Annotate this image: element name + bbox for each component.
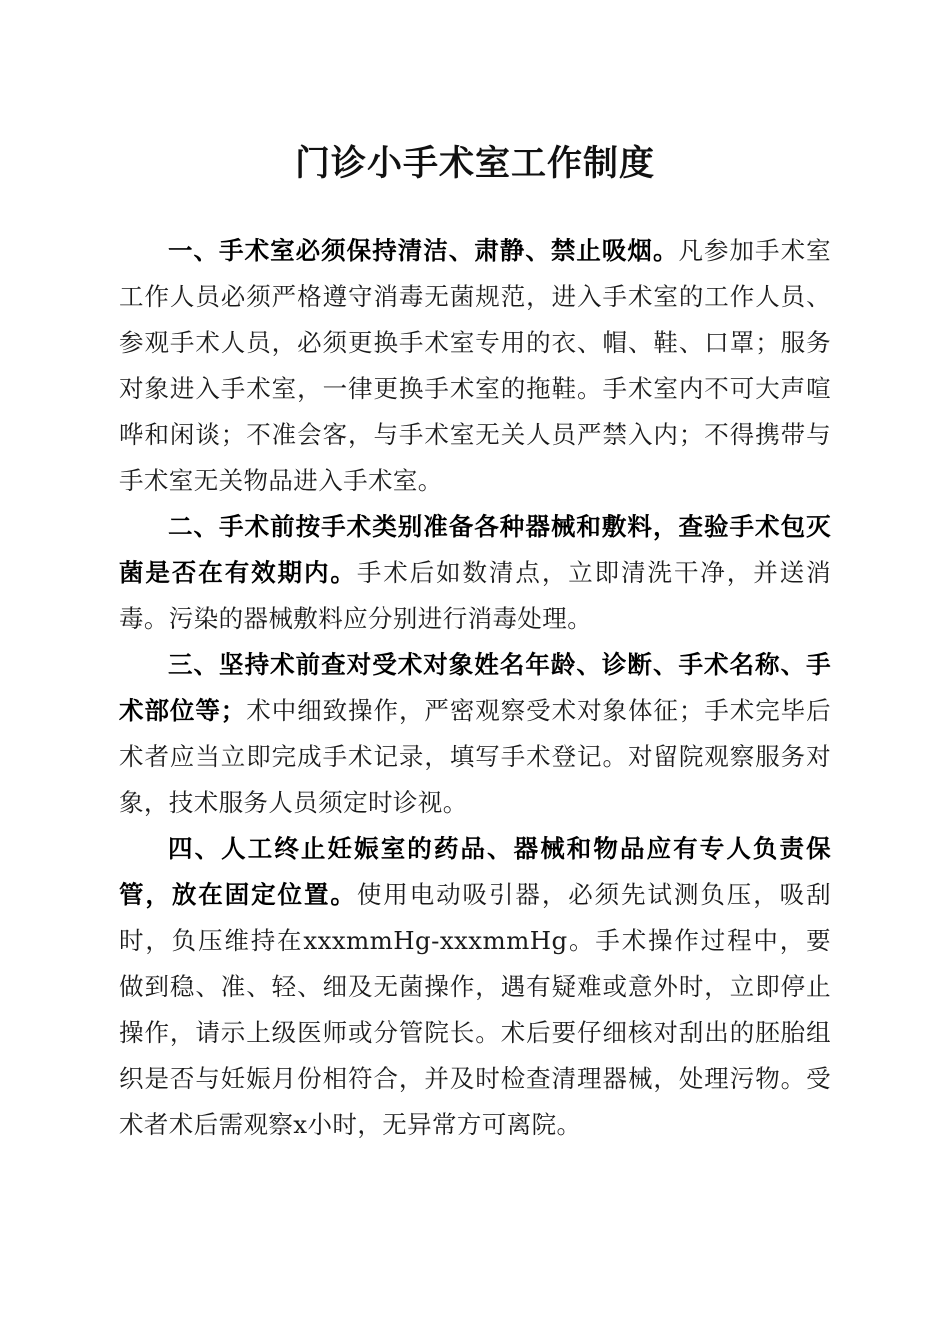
paragraph-4 xyxy=(119,826,831,1148)
paragraph-2-text: 手术后如数清点，立即清洗干净，并送消毒。污染的器械敷料应分别进行消毒处理。 xyxy=(119,558,831,633)
paragraph-2 xyxy=(119,504,831,642)
paragraph-4-text: 使用电动吸引器，必须先试测负压，吸刮时，负压维持在xxxmmHg-xxxmmHg。手术操作过程中，要做到稳、准、轻、细及无菌操作，遇有疑难或意外时，立即停止操作，请示上级医师或分管院长。术后要仔细核对刮出的胚胎组织是否与妊娠月份相符合，并及时检查清理器械，处理污物。受术者术后需观察x小时，无异常方可离院。 xyxy=(119,880,831,1139)
paragraph-3-text: 术中细致操作，严密观察受术对象体征；手术完毕后术者应当立即完成手术记录，填写手术登记。对留院观察服务对象，技术服务人员须定时诊视。 xyxy=(119,696,832,817)
paragraph-2-lead: 二、手术前按手术类别准备各种器械和敷料，查验手术包灭菌是否在有效期内。 xyxy=(119,512,831,587)
paragraph-3-lead: 三、坚持术前查对受术对象姓名年龄、诊断、手术名称、手术部位等； xyxy=(119,650,831,725)
paragraph-4-lead: 四、人工终止妊娠室的药品、器械和物品应有专人负责保管，放在固定位置。 xyxy=(119,834,831,909)
paragraph-3 xyxy=(119,642,831,826)
paragraph-1-text: 凡参加手术室工作人员必须严格遵守消毒无菌规范，进入手术室的工作人员、参观手术人员，必须更换手术室专用的衣、帽、鞋、口罩；服务对象进入手术室，一律更换手术室的拖鞋。手术室内不可大声喧哗和闲谈；不准会客，与手术室无关人员严禁入内；不得携带与手术室无关物品进入手术室。 xyxy=(119,236,832,495)
paragraph-1-lead: 一、手术室必须保持清洁、肃静、禁止吸烟。 xyxy=(168,236,679,265)
document-body xyxy=(119,228,831,1148)
paragraph-1 xyxy=(119,228,831,504)
document-title: 门诊小手术室工作制度 xyxy=(294,143,655,184)
